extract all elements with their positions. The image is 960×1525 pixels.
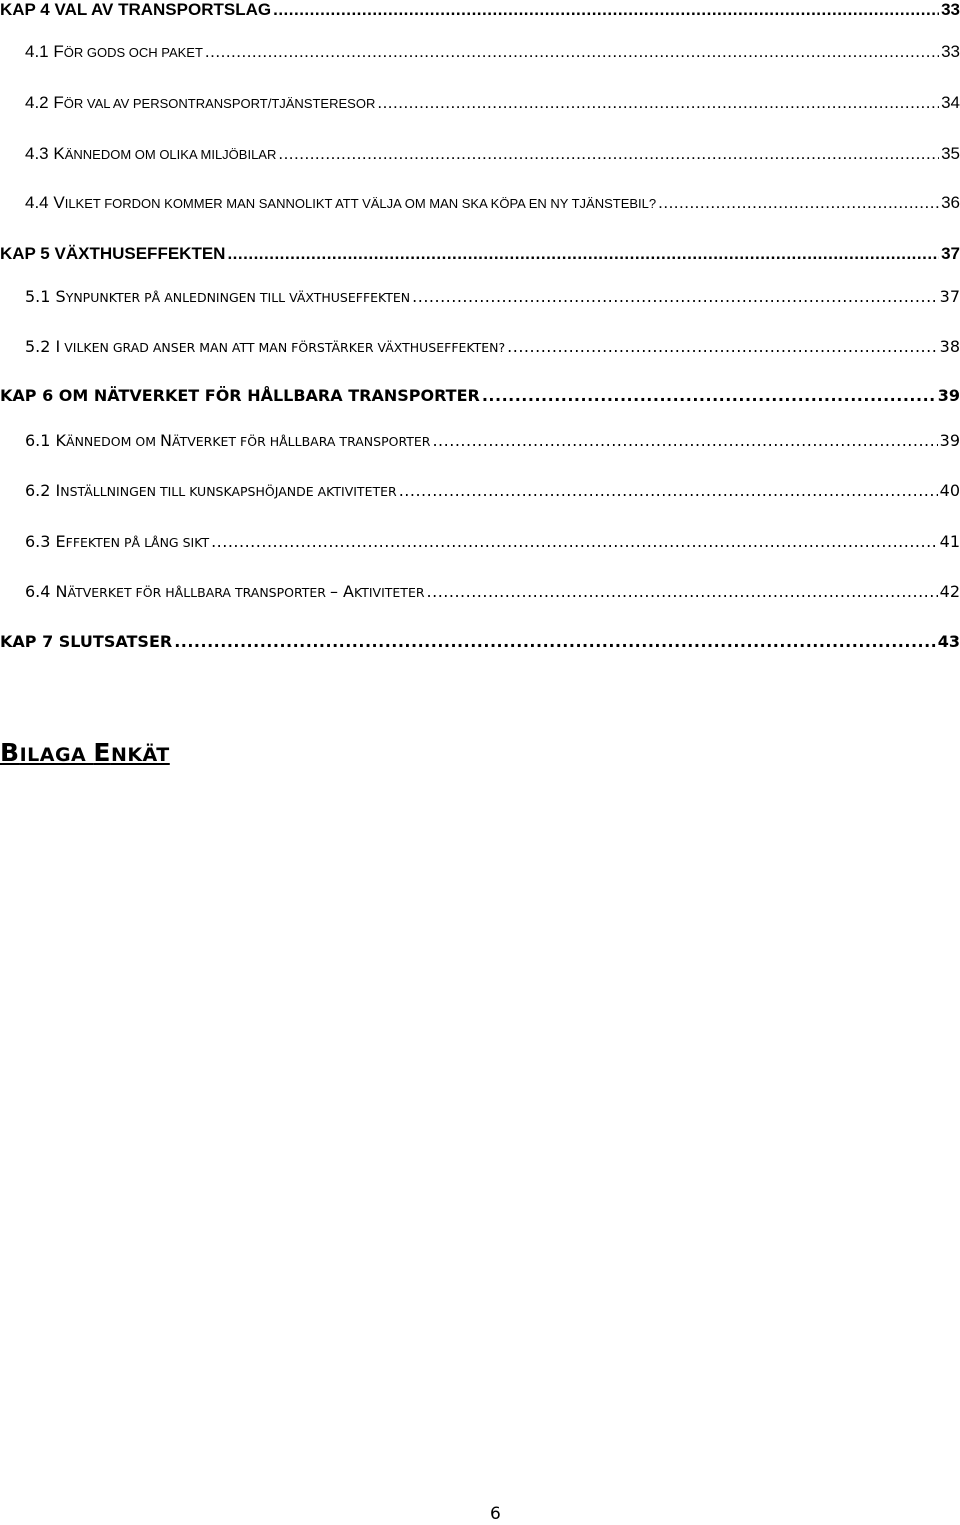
toc-leader-dots: [278, 144, 939, 164]
toc-leader-dots: [399, 481, 938, 500]
appendix-heading: BILAGA ENKÄT: [0, 738, 170, 767]
toc-page-number: 42: [939, 582, 960, 601]
toc-entry-title: 4.4 VILKET FORDON KOMMER MAN SANNOLIKT ATT VÄLJA OM MAN SKA KÖPA EN NY TJÄNSTEBIL?: [25, 193, 657, 212]
toc-leader-dots: [432, 431, 937, 450]
toc-page-number: 39: [939, 431, 960, 450]
toc-entry-4-2[interactable]: [25, 93, 960, 113]
toc-page-number: 33: [941, 0, 960, 19]
toc-entry-4-4[interactable]: [25, 193, 960, 213]
toc-entry-title: KAP 5 VÄXTHUSEFFEKTEN: [0, 244, 226, 263]
toc-entry-5-1[interactable]: [25, 287, 960, 306]
toc-page-number: 37: [941, 244, 960, 263]
toc-page-number: 34: [941, 93, 960, 112]
toc-entry-kap4[interactable]: [0, 0, 960, 20]
toc-entry-6-3[interactable]: [25, 532, 960, 551]
toc-entry-5-2[interactable]: [25, 337, 960, 356]
toc-leader-dots: [174, 632, 936, 651]
toc-entry-title: 4.1 FÖR GODS OCH PAKET: [25, 42, 203, 61]
toc-page-number: 36: [941, 193, 960, 212]
toc-leader-dots: [205, 42, 939, 62]
toc-entry-title: 6.1 KÄNNEDOM OM NÄTVERKET FÖR HÅLLBARA TRANSPORTER: [25, 431, 431, 450]
toc-page-number: 43: [937, 632, 960, 651]
toc-entry-6-1[interactable]: [25, 431, 960, 450]
toc-leader-dots: [273, 0, 939, 20]
toc-entry-kap6[interactable]: [0, 386, 960, 405]
toc-entry-4-1[interactable]: [25, 42, 960, 62]
toc-entry-title: 6.4 NÄTVERKET FÖR HÅLLBARA TRANSPORTER – AKTIVITETER: [25, 582, 425, 601]
page-number: 6: [490, 1504, 501, 1524]
toc-entry-6-4[interactable]: [25, 582, 960, 601]
toc-entry-kap5[interactable]: [0, 244, 960, 264]
toc-entry-title: KAP 7 SLUTSATSER: [0, 632, 173, 651]
toc-entry-title: KAP 4 VAL AV TRANSPORTSLAG: [0, 0, 272, 19]
toc-page-number: 38: [939, 337, 960, 356]
toc-entry-title: KAP 6 OM NÄTVERKET FÖR HÅLLBARA TRANSPORTER: [0, 386, 480, 405]
toc-page-number: 37: [939, 287, 960, 306]
toc-entry-title: 6.2 INSTÄLLNINGEN TILL KUNSKAPSHÖJANDE AKTIVITETER: [25, 481, 397, 500]
toc-entry-title: 4.2 FÖR VAL AV PERSONTRANSPORT/TJÄNSTERESOR: [25, 93, 376, 112]
toc-entry-title: 5.1 SYNPUNKTER PÅ ANLEDNINGEN TILL VÄXTHUSEFFEKTEN: [25, 287, 411, 306]
toc-leader-dots: [482, 386, 936, 405]
toc-leader-dots: [507, 337, 937, 356]
toc-entry-title: 4.3 KÄNNEDOM OM OLIKA MILJÖBILAR: [25, 144, 277, 163]
toc-entry-title: 5.2 I VILKEN GRAD ANSER MAN ATT MAN FÖRSTÄRKER VÄXTHUSEFFEKTEN?: [25, 337, 506, 356]
toc-leader-dots: [227, 244, 939, 264]
toc-entry-kap7[interactable]: [0, 632, 960, 651]
toc-page-number: 35: [941, 144, 960, 163]
toc-page-number: 39: [937, 386, 960, 405]
toc-leader-dots: [211, 532, 938, 551]
toc-page-number: 33: [941, 42, 960, 61]
toc-leader-dots: [412, 287, 937, 306]
toc-leader-dots: [427, 582, 938, 601]
toc-page-number: 41: [939, 532, 960, 551]
toc-entry-title: 6.3 EFFEKTEN PÅ LÅNG SIKT: [25, 532, 210, 551]
toc-leader-dots: [658, 193, 939, 213]
toc-leader-dots: [377, 93, 939, 113]
toc-entry-6-2[interactable]: [25, 481, 960, 500]
toc-page-number: 40: [939, 481, 960, 500]
toc-entry-4-3[interactable]: [25, 144, 960, 164]
